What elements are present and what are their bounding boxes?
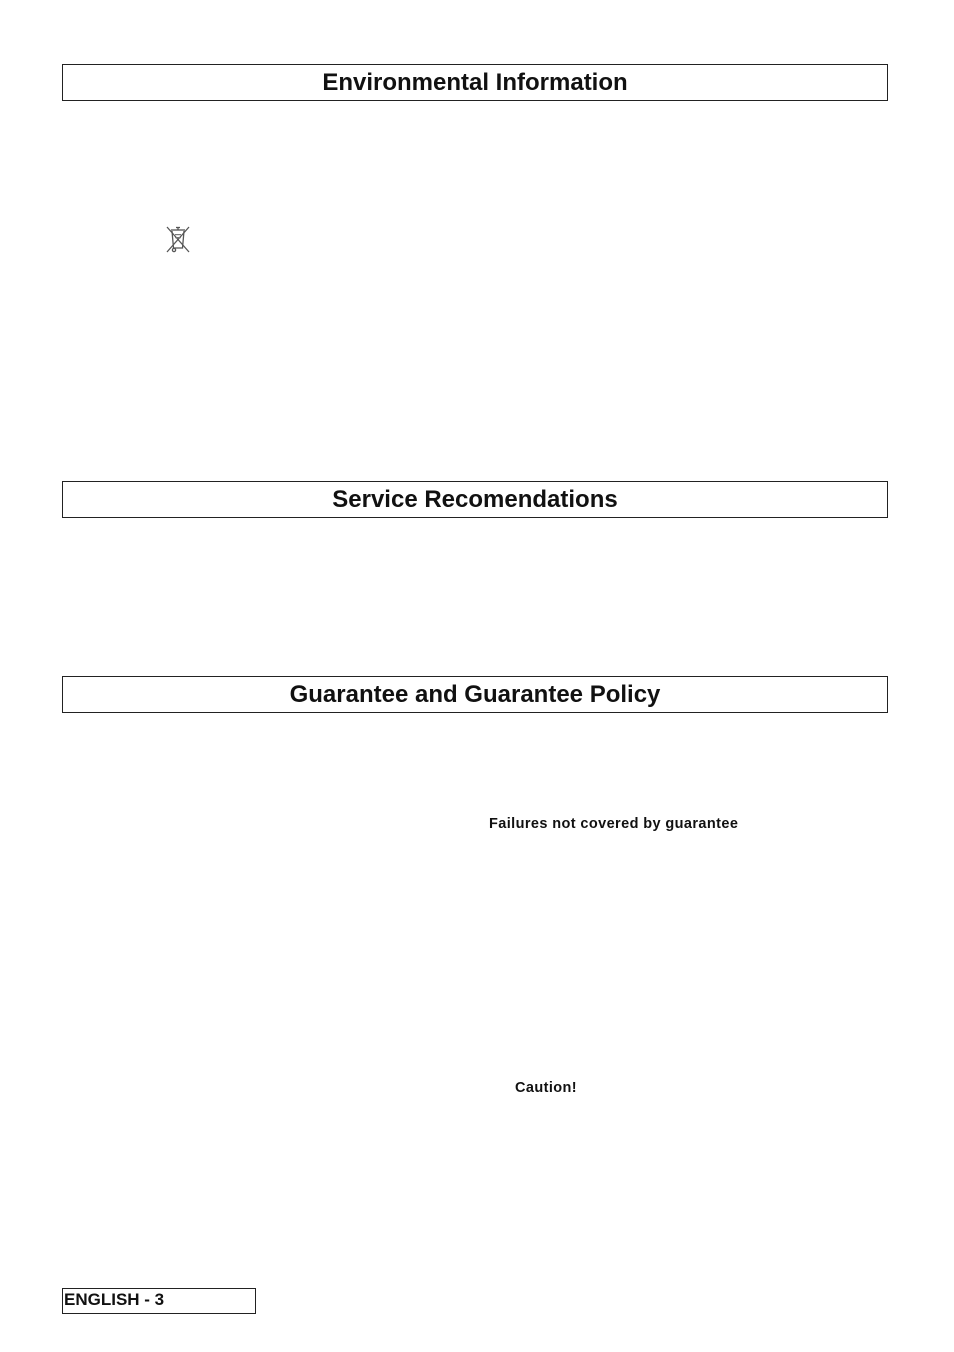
environmental-information-heading: Environmental Information — [62, 64, 888, 101]
service-recommendations-heading: Service Recomendations — [62, 481, 888, 518]
page-number-footer: ENGLISH - 3 — [62, 1288, 256, 1314]
failures-not-covered-subheading: Failures not covered by guarantee — [489, 816, 739, 832]
guarantee-policy-heading: Guarantee and Guarantee Policy — [62, 676, 888, 713]
crossed-out-wheelie-bin-icon — [163, 224, 193, 254]
caution-subheading: Caution! — [515, 1080, 577, 1096]
